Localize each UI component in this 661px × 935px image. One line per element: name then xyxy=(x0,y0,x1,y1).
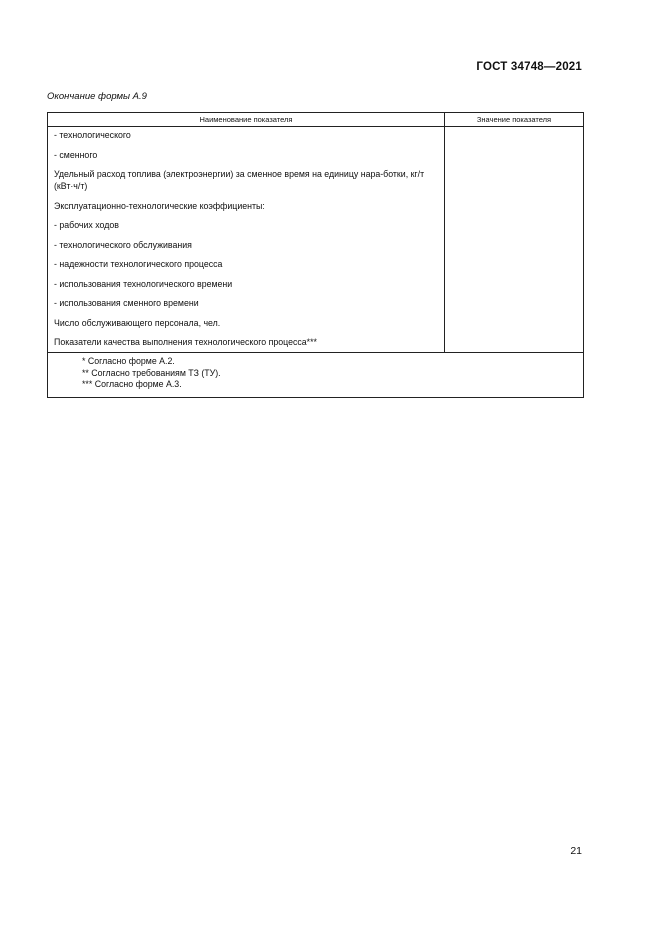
table-row: Показатели качества выполнения технологического процесса*** xyxy=(54,337,317,347)
page-number: 21 xyxy=(570,845,582,857)
table-row: Число обслуживающего персонала, чел. xyxy=(54,317,221,328)
column-header-indicator-value: Значение показателя xyxy=(445,113,584,127)
footnote: * Согласно форме А.2. xyxy=(82,356,175,366)
table-row: - использования сменного времени xyxy=(54,298,199,308)
table-body-row xyxy=(48,127,584,353)
table-row: - использования технологического времени xyxy=(54,278,233,289)
column-header-indicator-name: Наименование показателя xyxy=(48,113,445,127)
table-row: - технологического обслуживания xyxy=(54,239,192,250)
form-caption: Окончание формы А.9 xyxy=(47,91,147,102)
indicators-table xyxy=(47,112,584,398)
table-notes-row xyxy=(48,353,584,398)
footnotes-cell xyxy=(48,353,584,398)
table-row: - надежности технологического процесса xyxy=(54,259,223,269)
table-row: - технологического xyxy=(54,130,131,140)
footnote: *** Согласно форме А.3. xyxy=(82,379,182,389)
indicator-names-cell xyxy=(48,127,445,353)
indicator-values-cell xyxy=(445,127,584,353)
table-header-row xyxy=(48,113,584,127)
table-row: - сменного xyxy=(54,149,98,160)
standard-number: ГОСТ 34748—2021 xyxy=(476,61,582,73)
table-row: Эксплуатационно-технологические коэффициенты: xyxy=(54,200,265,211)
table-row: - рабочих ходов xyxy=(54,220,119,230)
footnote: ** Согласно требованиям ТЗ (ТУ). xyxy=(82,367,221,378)
table-row: Удельный расход топлива (электроэнергии) за сменное время на единицу нара-ботки, кг/т (кВт·ч/т) xyxy=(54,169,425,191)
